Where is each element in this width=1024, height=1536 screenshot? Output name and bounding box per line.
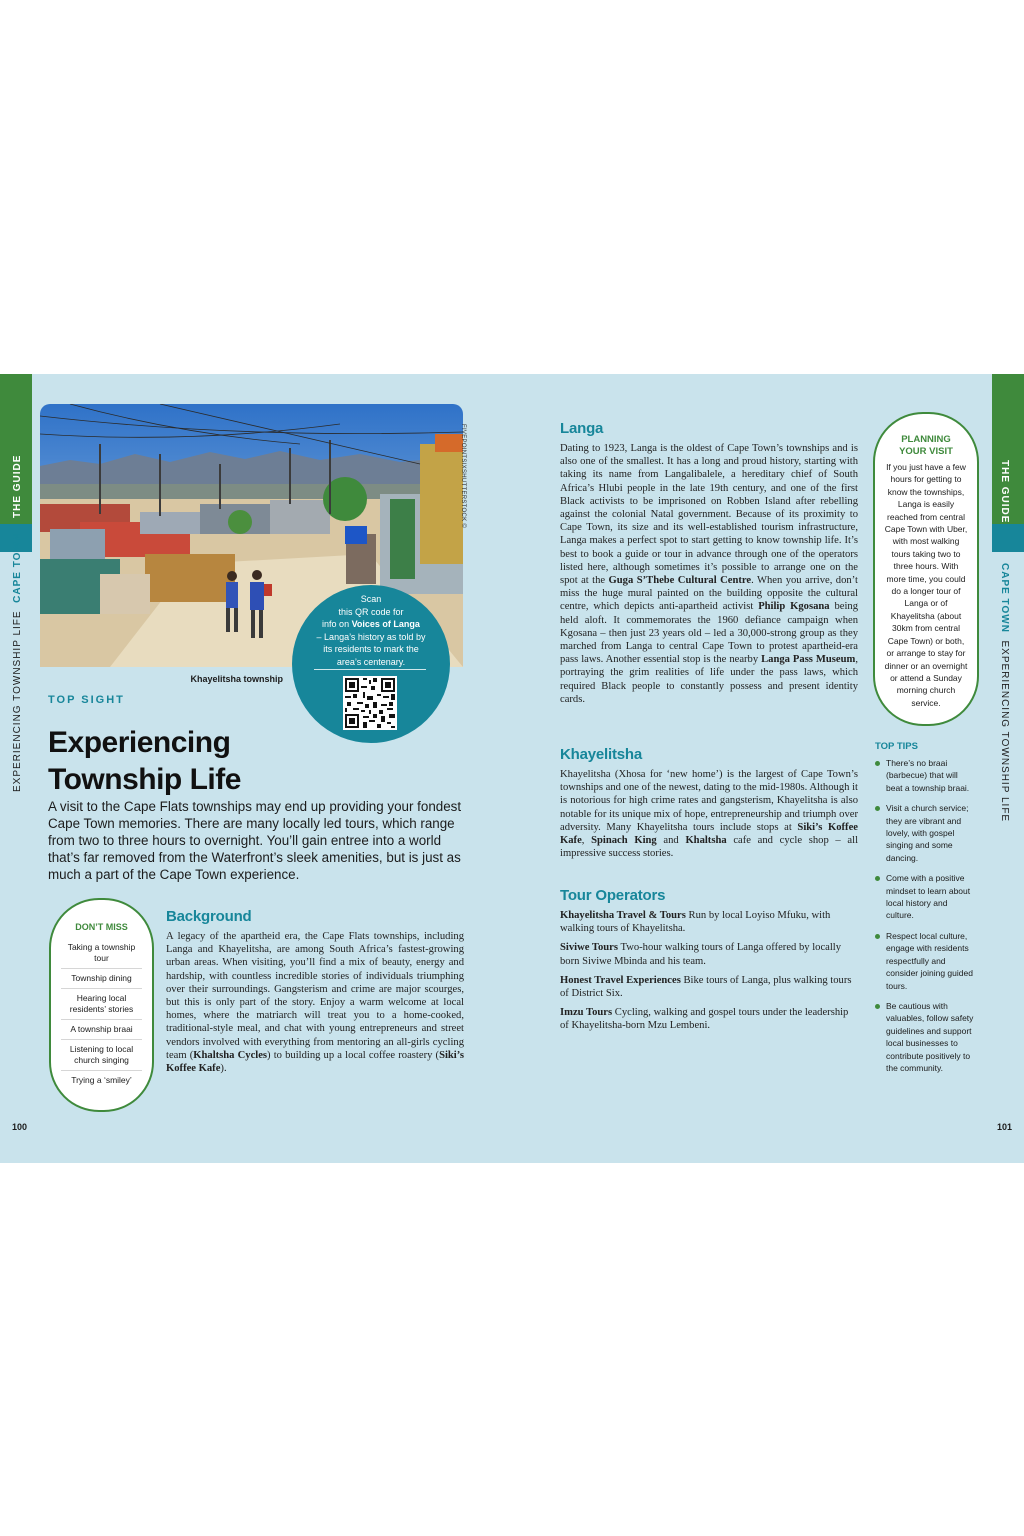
qr-callout-text: Scan this QR code for info on Voices of Langa – Langa’s history as told by its residents to mark the area’s centenary. [316, 594, 426, 667]
top-tips-list [874, 757, 974, 1082]
list-item: Taking a township tour [61, 938, 142, 969]
planning-title: PLANNING YOUR VISIT [899, 434, 953, 457]
list-item: Honest Travel Experiences Bike tours of Langa, plus walking tours of District Six. [560, 974, 852, 1000]
page-number-left: 100 [12, 1122, 28, 1132]
list-item: Visit a church service; they are vibrant and lovely, with gospel singing and some dancing. [874, 802, 974, 864]
langa-heading: Langa [560, 420, 604, 437]
langa-text: Dating to 1923, Langa is the oldest of Cape Town’s townships and is also one of the smallest. It has a long and proud history, starting with taking its name from Langalibalele, a hereditary chief of South Africa’s Hlubi people in the late 19th century, and one of the first Black activists to be imprisoned on Robben Island after rebelling against the colonial Natal government. Because of its proximity to Cape Town, its size and its well-established tourism infrastructure, Langa makes a perfect spot to start getting to know township life. It’s best to book a guide or tour in advance through one of the operators listed here, although sometimes it’s possible to arrange one on the spot at the Guga S’Thebe Cultural Centre. When you arrive, don’t miss the huge mural painted on the building opposite the cultural centre, which depicts anti-apartheid activist Philip Kgosana being held aloft. It commemorates the 1960 defiance campaign when Kgosana – then just 23 years old – led a 30,000-strong group as they marched from Langa to central Cape Town to protest apartheid-era pass laws. Another essential stop is the nearby Langa Pass Museum, portraying the grim realities of life under the pass laws, which required Black people to constantly possess and present identity cards. [560, 443, 858, 705]
right-section-label: EXPERIENCING TOWNSHIP LIFE [999, 640, 1010, 823]
planning-text: If you just have a few hours for getting to know the townships, Langa is easily reached from central Cape Town with Uber, with most walking tours taking two to three hours. With more time, you could do a longer tour of Langa or of Khayelitsha (about 30km from central Cape Town) or both, or arrange to stay for dinner or an overnight or attend a Sunday morning church service. [884, 462, 968, 708]
section-kicker: TOP SIGHT [48, 694, 125, 706]
list-item: A township braai [61, 1020, 142, 1040]
left-guide-label: THE GUIDE [12, 454, 23, 518]
list-item: Imzu Tours Cycling, walking and gospel tours under the leadership of Khayelitsha-born Mzu Lembeni. [560, 1007, 849, 1032]
list-item: Be cautious with valuables, follow safety guidelines and support local businesses to contribute positively to the community. [874, 1000, 974, 1074]
list-item: Come with a positive mindset to learn about local history and culture. [874, 872, 974, 922]
qr-divider [314, 669, 426, 670]
khayelitsha-text: Khayelitsha (Xhosa for ‘new home’) is the largest of Cape Town’s townships and one of the newest, dating to the mid-1980s. Although it is notorious for high crime rates and gangsterism, Khayelitsha is also notable for its unique mix of hope, entrepreneurship and triumph over adversity. Many Khayelitsha tours include stops at Siki’s Koffee Kafe, Spinach King and Khaltsha cafe and cycle shop – all impressive success stories. [560, 769, 859, 860]
background-text: A legacy of the apartheid era, the Cape Flats townships, including Langa and Khayelitsha, are among South Africa’s fastest-growing urban areas. When visiting, you’ll find a mix of beauty, energy and hardship, with countless incredible stories of individuals triumphing over their surroundings. Gangsterism and crime are major scourges, but this is only part of the story. Enjoy a warm welcome at local homes, where the matriarch will treat you to a home-cooked, traditional-style meal, and chat with young entrepreneurs and street vendors involved with everything from mentoring an all-girls cycling team (Khaltsha Cycles) to building up a local coffee roastery (Siki’s Koffee Kafe). [166, 931, 465, 1075]
tour-operators-heading: Tour Operators [560, 887, 666, 904]
left-section-label: EXPERIENCING TOWNSHIP LIFE [12, 610, 23, 792]
list-item: Hearing local residents’ stories [61, 989, 142, 1020]
list-item: There’s no braai (barbecue) that will beat a township braai. [874, 757, 974, 794]
qr-code-callout [292, 585, 450, 743]
intro-paragraph: A visit to the Cape Flats townships may end up providing your fondest Cape Town memories. There are many locally led tours, which range from two to three hours to overnight. You’ll gain entree into a world that’s far removed from the Waterfront’s sleek amenities, but is just as much a part of the Cape Town experience. [48, 799, 462, 882]
tour-operators-list [560, 909, 858, 1039]
background-heading: Background [166, 908, 252, 925]
top-tips-title: TOP TIPS [875, 741, 918, 752]
list-item: Siviwe Tours Two-hour walking tours of Langa offered by locally born Siviwe Mbinda and his team. [560, 942, 842, 967]
khayelitsha-heading: Khayelitsha [560, 746, 642, 763]
right-city-label: CAPE TOWN [999, 563, 1010, 633]
right-teal-tab [992, 524, 1024, 552]
right-running-head [999, 563, 1010, 822]
left-city-label: CAPE TOWN [12, 532, 23, 603]
list-item: Respect local culture, engage with residents respectfully and consider joining guided tours. [874, 930, 974, 992]
list-item: Trying a ‘smiley’ [71, 1075, 132, 1085]
list-item: Township dining [61, 969, 142, 989]
photo-credit: FIVEPOINTSIXSHUTTERSTOCK © [460, 424, 466, 529]
dont-miss-list [61, 938, 142, 1090]
qr-code[interactable] [343, 676, 397, 730]
dont-miss-title: DON’T MISS [75, 922, 128, 932]
page-title: Experiencing Township Life [48, 726, 241, 796]
dont-miss-box [49, 898, 154, 1112]
photo-caption: Khayelitsha township [190, 674, 283, 684]
page-number-right: 101 [997, 1122, 1013, 1132]
list-item: Listening to local church singing [61, 1040, 142, 1071]
left-running-head [12, 533, 23, 792]
right-guide-label: THE GUIDE [999, 460, 1010, 524]
list-item: Khayelitsha Travel & Tours Run by local Loyiso Mfuku, with walking tours of Khayelitsha. [560, 910, 831, 935]
planning-box [873, 412, 979, 726]
